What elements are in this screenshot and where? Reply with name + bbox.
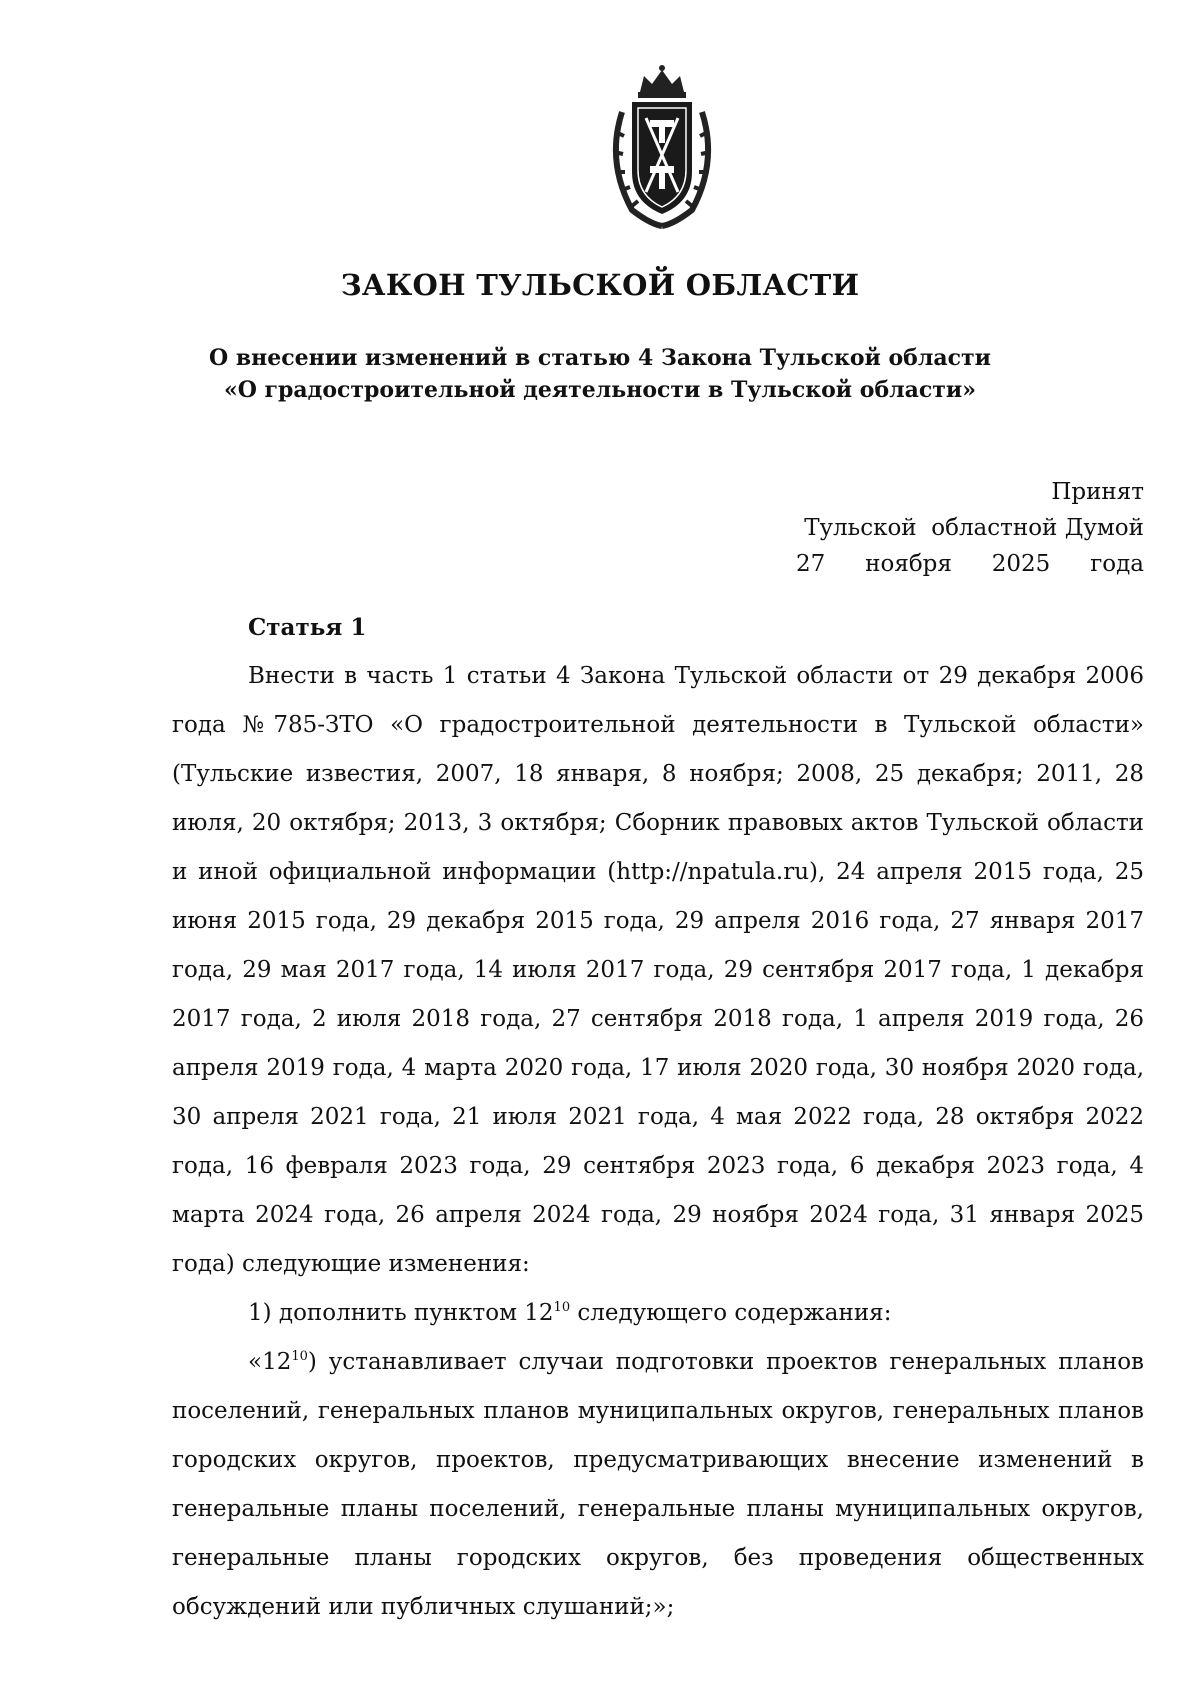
adoption-year: 2025 <box>991 551 1051 577</box>
article-1-intro: Внести в часть 1 статьи 4 Закона Тульской области от 29 декабря 2006 года №785-ЗТО «О градостроительной деятельности в Тульской области» (Тульские известия, 2007, 18 января, 8 ноября; 2008, 25 декабря; 2011, 28 июля, 20 октября; 2013, 3 октября; Сборник правовых актов Тульской области и иной официальной информации (http://npatula.ru), 24 апреля 2015 года, 25 июня 2015 года, 29 декабря 2015 года, 29 апреля 2016 года, 27 января 2017 года, 29 мая 2017 года, 14 июля 2017 года, 29 сентября 2017 года, 1 декабря 2017 года, 2 июля 2018 года, 27 сентября 2018 года, 1 апреля 2019 года, 26 апреля 2019 года, 4 марта 2020 года, 17 июля 2020 года, 30 ноября 2020 года, 30 апреля 2021 года, 21 июля 2021 года, 4 мая 2022 года, 28 октября 2022 года, 16 февраля 2023 года, 29 сентября 2023 года, 6 декабря 2023 года, 4 марта 2024 года, 26 апреля 2024 года, 29 ноября 2024 года, 31 января 2025 года) следующие изменения: <box>172 663 1144 1277</box>
article-1-item-1: 1) дополнить пунктом $12^{10}$ следующего содержания: <box>248 1300 892 1326</box>
law-subject-line-1: О внесении изменений в статью 4 Закона Тульской области <box>209 345 991 371</box>
adoption-body: Тульской областной Думой <box>804 515 1144 541</box>
article-1-body <box>172 652 1144 1632</box>
adoption-day: 27 <box>796 551 826 577</box>
adoption-date <box>796 546 1144 582</box>
article-1-heading: Статья 1 <box>248 614 367 641</box>
article-1-quoted-item: «$12^{10}$) устанавливает случаи подготовки проектов генеральных планов поселений, генеральных планов муниципальных округов, генеральных планов городских округов, проектов, предусматривающих внесение изменений в генеральные планы поселений, генеральные планы муниципальных округов, генеральные планы городских округов, без проведения общественных обсуждений или публичных слушаний;»; <box>172 1349 1144 1620</box>
law-title: ЗАКОН ТУЛЬСКОЙ ОБЛАСТИ <box>340 268 860 302</box>
law-subject-line-2: «О градостроительной деятельности в Тульской области» <box>223 377 976 403</box>
adoption-year-word: года <box>1090 551 1144 577</box>
law-subject <box>100 342 1100 406</box>
adoption-block <box>796 474 1144 582</box>
tula-coat-of-arms-icon <box>592 62 732 232</box>
adoption-label: Принят <box>1051 479 1144 505</box>
adoption-month: ноября <box>865 551 952 577</box>
